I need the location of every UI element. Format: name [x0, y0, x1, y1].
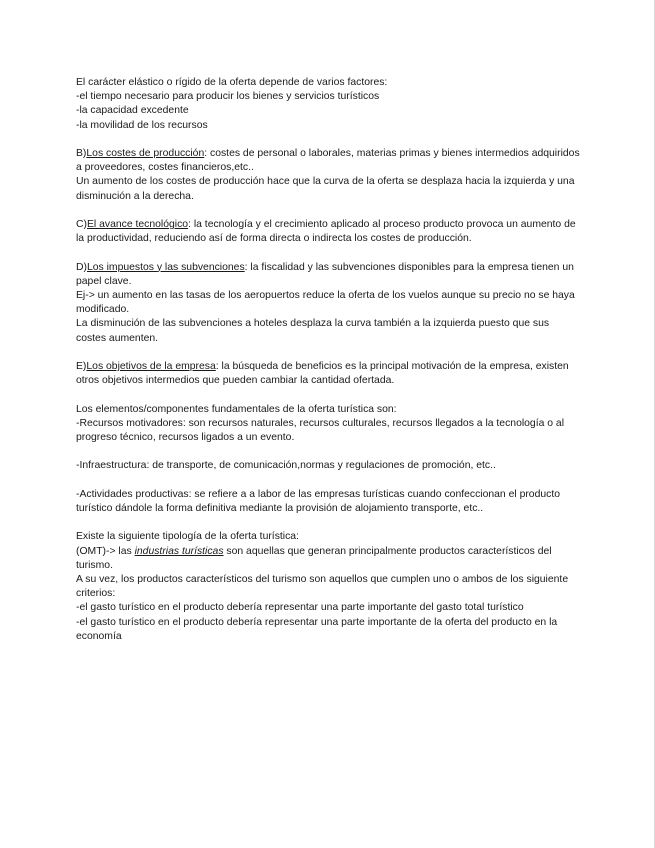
section-b-text — [76, 147, 580, 175]
section-e-body: : la búsqueda de beneficios es la principal motivación de la empresa, existen otros objetivos intermedios que pueden cambiar la cantidad ofertada. — [76, 361, 569, 387]
criterio-item: -el gasto turístico en el producto debería representar una parte importante de la oferta del producto en la economía — [76, 616, 558, 642]
section-d-prefix: D) — [76, 261, 87, 273]
infraestructura-paragraph — [76, 459, 580, 473]
section-d — [76, 261, 580, 346]
omt-rest: son aquellas que generan principalmente productos característicos del turismo. — [76, 545, 552, 571]
actividades-paragraph — [76, 488, 580, 516]
elements-intro: Los elementos/componentes fundamentales de la oferta turística son: — [76, 403, 397, 415]
actividades-text: -Actividades productivas: se refiere a a labor de las empresas turísticas cuando confeccionan el producto turístico dándole la forma definitiva mediante la provisión de alojamiento transporte, etc.. — [76, 488, 561, 514]
section-b-heading: Los costes de producción — [86, 148, 205, 159]
omt-term: industrias turísticas — [134, 545, 224, 557]
section-c-prefix: C) — [76, 219, 87, 230]
intro-item: -la capacidad excedente — [76, 105, 189, 117]
section-c-heading: El avance tecnológico — [86, 219, 189, 230]
section-e — [76, 360, 580, 388]
section-e-prefix: E) — [76, 361, 87, 372]
section-d-example: Ej-> un aumento en las tasas de los aeropuertos reduce la oferta de los vuelos aunque su precio no se haya modificado. — [76, 290, 575, 316]
section-b-prefix: B) — [76, 148, 87, 159]
section-c-text — [76, 218, 580, 246]
tipologia-omt — [76, 545, 580, 573]
section-e-heading: Los objetivos de la empresa — [86, 361, 216, 372]
section-b-body: : costes de personal o laborales, materias primas y bienes intermedios adquiridos a proveedores, costes financieros,etc.. — [76, 148, 580, 174]
document-body — [76, 76, 580, 658]
elements-paragraph — [76, 403, 580, 446]
omt-prefix: (OMT)-> las — [76, 545, 135, 557]
section-b — [76, 147, 580, 204]
tipologia-criterios-intro: A su vez, los productos característicos del turismo son aquellos que cumplen uno o ambos de los siguiente criterios: — [76, 573, 569, 600]
infraestructura-text: -Infraestructura: de transporte, de comunicación,normas y regulaciones de promoción, etc.. — [76, 460, 496, 472]
section-d-text3: La disminución de las subvenciones a hoteles desplaza la curva también a la izquierda puesto que sus costes aumenten. — [76, 318, 550, 344]
tipologia-paragraph — [76, 530, 580, 644]
elements-recursos: -Recursos motivadores: son recursos naturales, recursos culturales, recursos llegados a la tecnología o al progreso técnico, recursos ligados a un evento. — [76, 417, 565, 443]
criterio-item: -el gasto turístico en el producto debería representar una parte importante del gasto total turístico — [76, 602, 524, 614]
intro-line: El carácter elástico o rígido de la oferta depende de varios factores: — [76, 77, 388, 88]
tipologia-intro: Existe la siguiente tipología de la oferta turística: — [76, 531, 299, 543]
section-b-text2: Un aumento de los costes de producción hace que la curva de la oferta se desplaza hacia la izquierda y una disminución a la derecha. — [76, 176, 575, 202]
section-d-body: : la fiscalidad y las subvenciones disponibles para la empresa tienen un papel clave. — [76, 261, 574, 287]
section-e-text — [76, 360, 580, 388]
section-c — [76, 218, 580, 246]
intro-item: -el tiempo necesario para producir los bienes y servicios turísticos — [76, 91, 380, 103]
section-d-text — [76, 261, 580, 289]
section-d-heading: Los impuestos y las subvenciones — [86, 261, 245, 273]
intro-paragraph — [76, 76, 580, 133]
intro-item: -la movilidad de los recursos — [76, 119, 208, 131]
section-c-body: : la tecnología y el crecimiento aplicado al proceso producto provoca un aumento de la productividad, reduciendo así de forma directa o indirecta los costes de producción. — [76, 219, 576, 245]
